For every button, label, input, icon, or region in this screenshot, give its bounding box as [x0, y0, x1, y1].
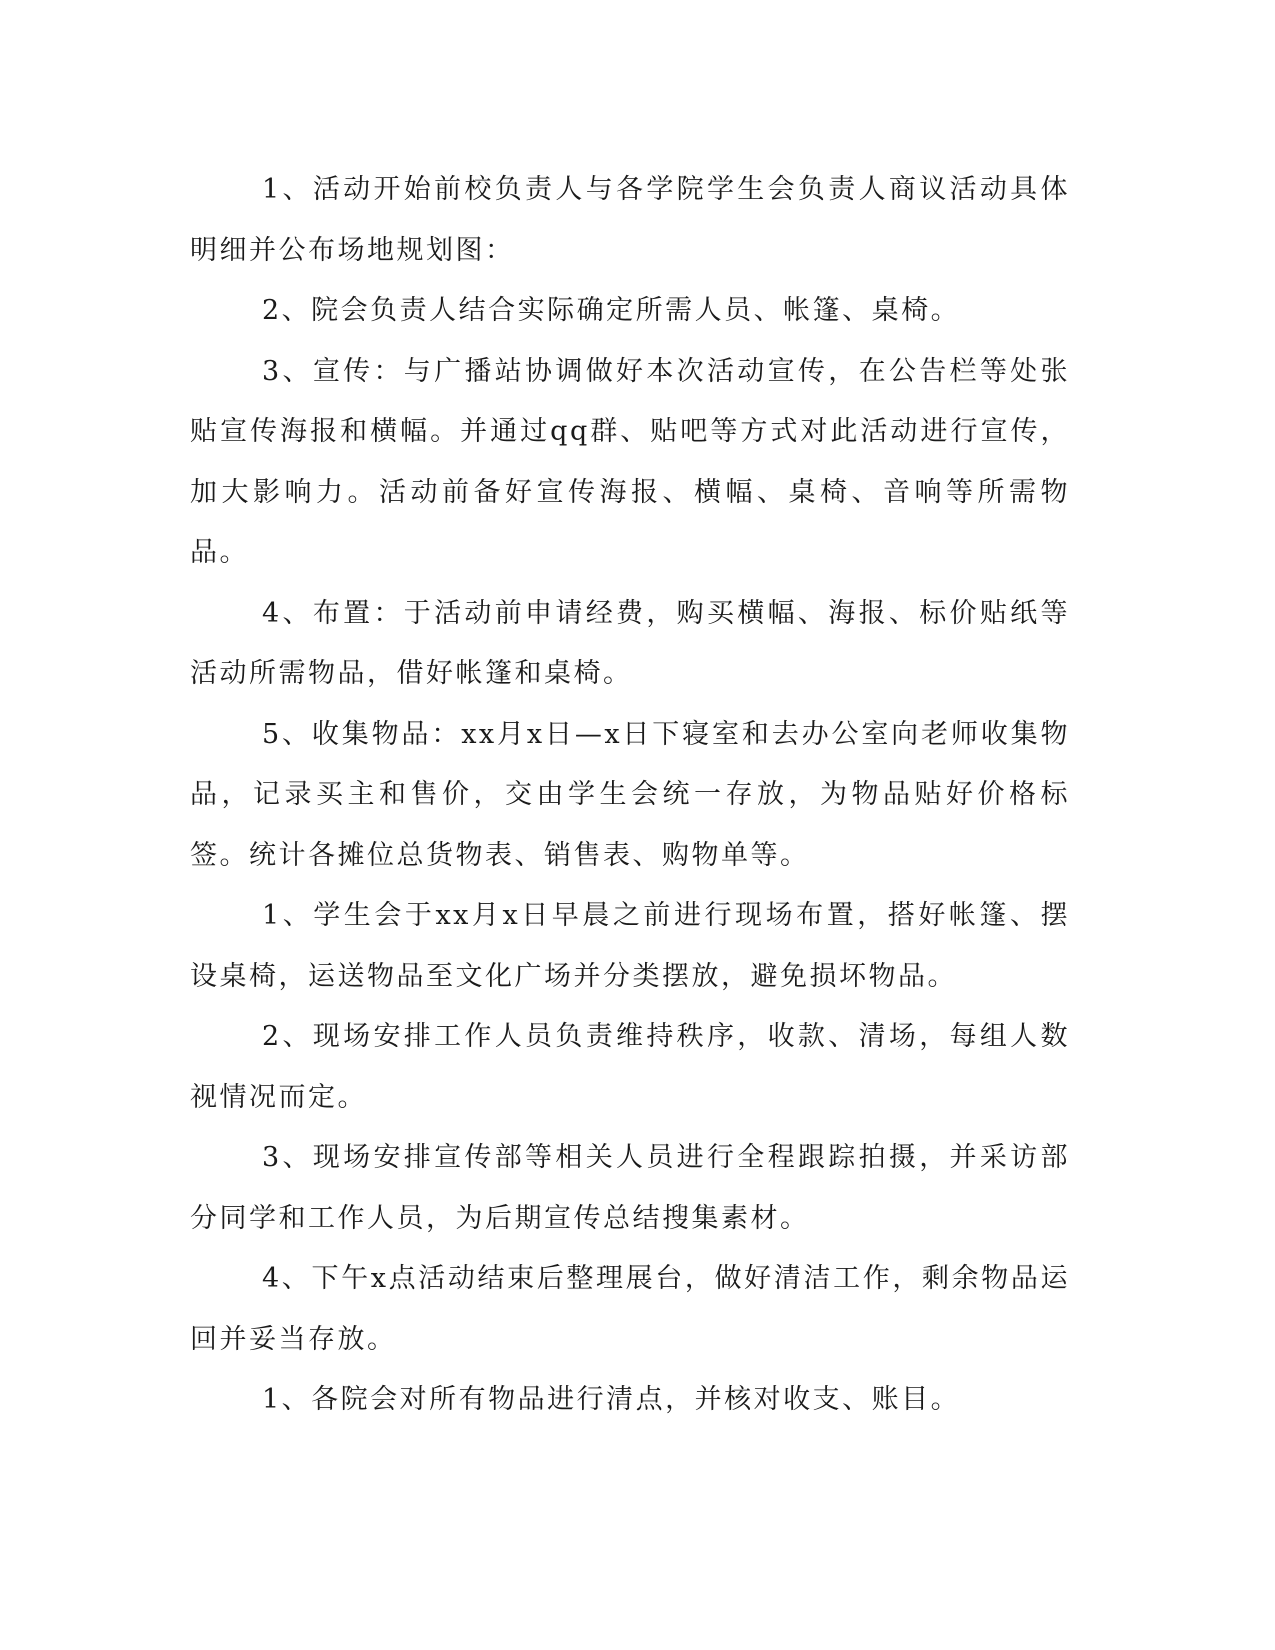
- paragraph: 4、下午x点活动结束后整理展台，做好清洁工作，剩余物品运回并妥当存放。: [190, 1263, 1070, 1355]
- paragraph: 1、学生会于xx月x日早晨之前进行现场布置，搭好帐篷、摆设桌椅，运送物品至文化广场并分类摆放，避免损坏物品。: [190, 900, 1070, 992]
- paragraph: 1、各院会对所有物品进行清点，并核对收支、账目。: [262, 1384, 961, 1415]
- paragraph: 4、布置：于活动前申请经费，购买横幅、海报、标价贴纸等活动所需物品，借好帐篷和桌椅。: [190, 597, 1070, 689]
- paragraph: 2、现场安排工作人员负责维持秩序，收款、清场，每组人数视情况而定。: [190, 1021, 1070, 1113]
- paragraph: 2、院会负责人结合实际确定所需人员、帐篷、桌椅。: [262, 295, 961, 326]
- paragraph: 1、活动开始前校负责人与各学院学生会负责人商议活动具体明细并公布场地规划图：: [190, 174, 1070, 266]
- paragraph: 5、收集物品：xx月x日—x日下寝室和去办公室向老师收集物品，记录买主和售价，交由学生会统一存放，为物品贴好价格标签。统计各摊位总货物表、销售表、购物单等。: [190, 718, 1070, 871]
- paragraph: 3、宣传：与广播站协调做好本次活动宣传，在公告栏等处张贴宣传海报和横幅。并通过qq群、贴吧等方式对此活动进行宣传，加大影响力。活动前备好宣传海报、横幅、桌椅、音响等所需物品。: [190, 355, 1070, 568]
- document-body: [190, 160, 1070, 1431]
- paragraph: 3、现场安排宣传部等相关人员进行全程跟踪拍摄，并采访部分同学和工作人员，为后期宣传总结搜集素材。: [190, 1142, 1070, 1234]
